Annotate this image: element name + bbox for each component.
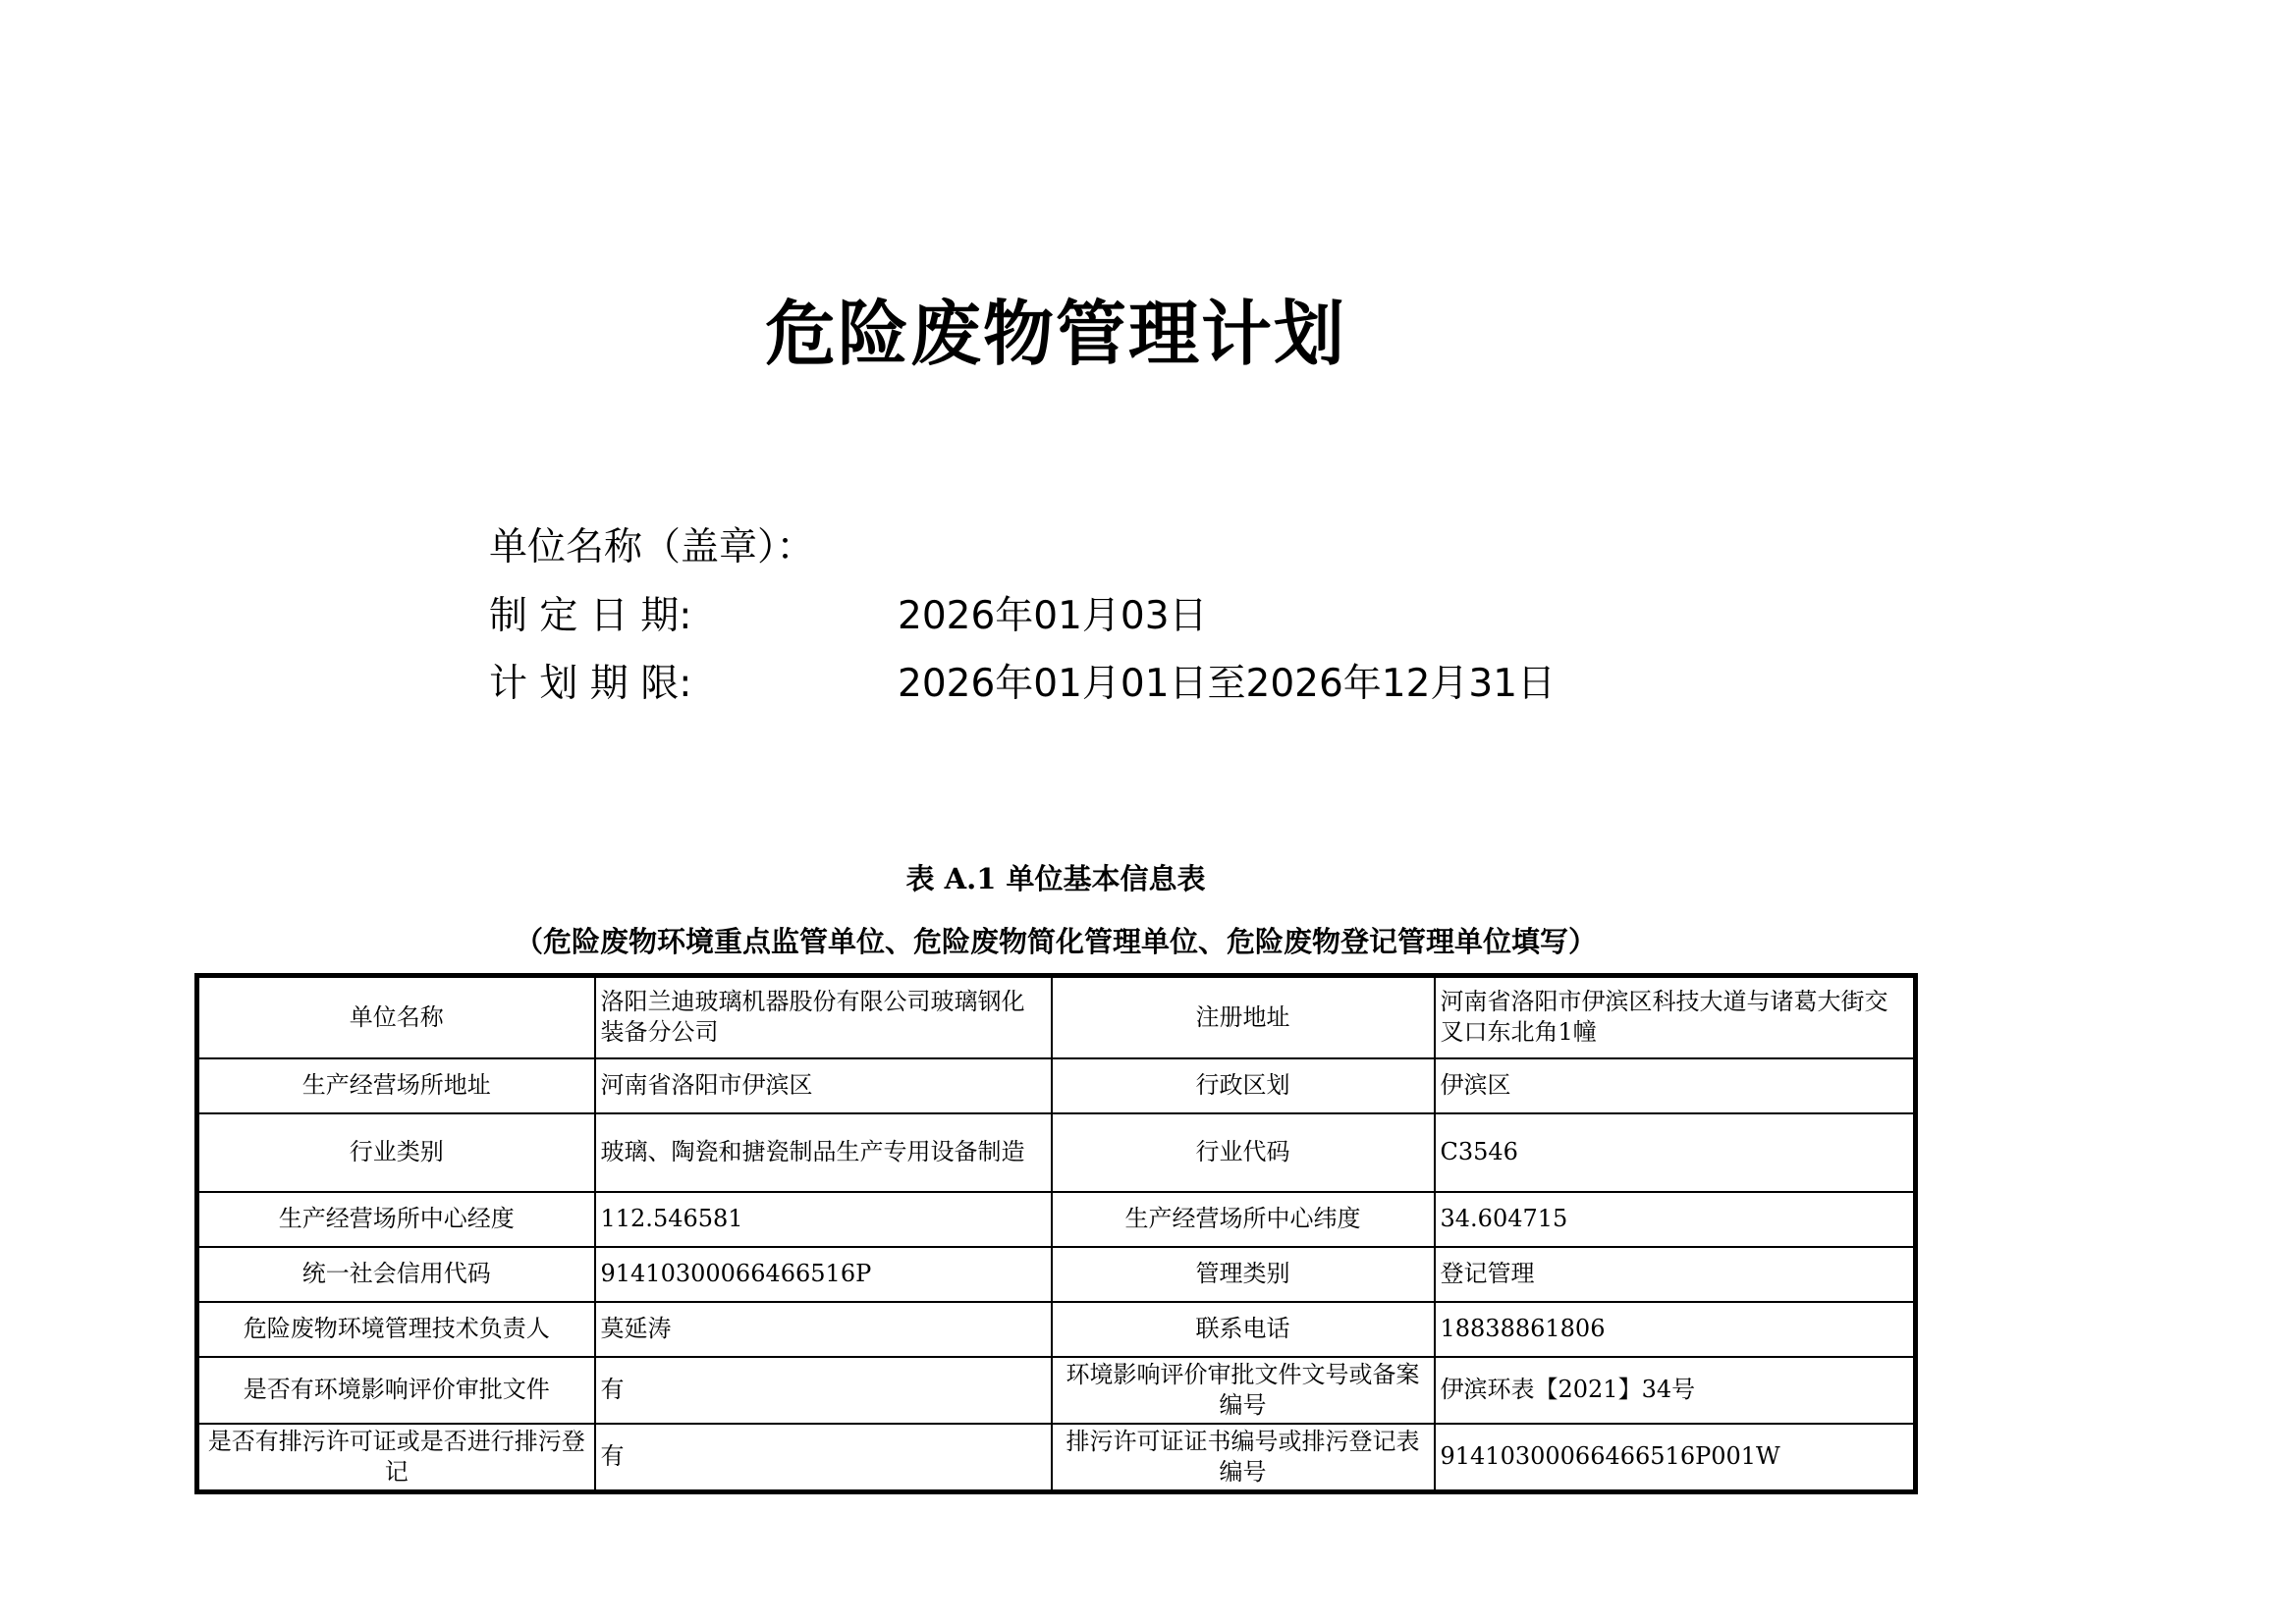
row-value: 玻璃、陶瓷和搪瓷制品生产专用设备制造 xyxy=(595,1113,1052,1192)
row-key: 环境影响评价审批文件文号或备案编号 xyxy=(1052,1357,1435,1424)
row-value: 伊滨区 xyxy=(1435,1058,1916,1113)
row-key: 行业代码 xyxy=(1052,1113,1435,1192)
row-key: 管理类别 xyxy=(1052,1247,1435,1302)
table-subcaption: （危险废物环境重点监管单位、危险废物简化管理单位、危险废物登记管理单位填写） xyxy=(514,925,1597,958)
table-row xyxy=(197,1302,1916,1357)
meta-plan-period-label: 计 划 期 限: xyxy=(489,662,692,706)
table-row xyxy=(197,1424,1916,1492)
row-value: 河南省洛阳市伊滨区 xyxy=(595,1058,1052,1113)
row-key: 是否有环境影响评价审批文件 xyxy=(197,1357,595,1424)
table-row xyxy=(197,1058,1916,1113)
table-row xyxy=(197,1113,1916,1192)
document-title: 危险废物管理计划 xyxy=(764,293,1346,375)
row-value: 91410300066466516P001W xyxy=(1435,1424,1916,1492)
row-value: 91410300066466516P xyxy=(595,1247,1052,1302)
row-value: 有 xyxy=(595,1424,1052,1492)
row-value: 莫延涛 xyxy=(595,1302,1052,1357)
row-value: 有 xyxy=(595,1357,1052,1424)
row-key: 生产经营场所中心纬度 xyxy=(1052,1192,1435,1247)
row-value: 34.604715 xyxy=(1435,1192,1916,1247)
table-row xyxy=(197,1357,1916,1424)
table-row xyxy=(197,1247,1916,1302)
meta-issue-date-label: 制 定 日 期: xyxy=(489,594,692,638)
row-value: 112.546581 xyxy=(595,1192,1052,1247)
table-row xyxy=(197,1192,1916,1247)
table-caption: 表 A.1 单位基本信息表 xyxy=(905,862,1206,895)
row-value: 洛阳兰迪玻璃机器股份有限公司玻璃钢化装备分公司 xyxy=(595,976,1052,1058)
row-value: C3546 xyxy=(1435,1113,1916,1192)
row-key: 危险废物环境管理技术负责人 xyxy=(197,1302,595,1357)
row-key: 注册地址 xyxy=(1052,976,1435,1058)
meta-issue-date-value: 2026年01月03日 xyxy=(898,594,1208,638)
row-key: 排污许可证证书编号或排污登记表编号 xyxy=(1052,1424,1435,1492)
row-key: 是否有排污许可证或是否进行排污登记 xyxy=(197,1424,595,1492)
row-key: 联系电话 xyxy=(1052,1302,1435,1357)
row-key: 单位名称 xyxy=(197,976,595,1058)
row-key: 行业类别 xyxy=(197,1113,595,1192)
row-key: 行政区划 xyxy=(1052,1058,1435,1113)
row-value: 18838861806 xyxy=(1435,1302,1916,1357)
row-value: 伊滨环表【2021】34号 xyxy=(1435,1357,1916,1424)
unit-info-table xyxy=(194,973,1918,1494)
row-key: 生产经营场所中心经度 xyxy=(197,1192,595,1247)
meta-plan-period-value: 2026年01月01日至2026年12月31日 xyxy=(898,662,1557,706)
meta-unit-name-label: 单位名称（盖章）： xyxy=(489,525,815,569)
row-value: 河南省洛阳市伊滨区科技大道与诸葛大街交叉口东北角1幢 xyxy=(1435,976,1916,1058)
row-key: 统一社会信用代码 xyxy=(197,1247,595,1302)
row-value: 登记管理 xyxy=(1435,1247,1916,1302)
table-row xyxy=(197,976,1916,1058)
row-key: 生产经营场所地址 xyxy=(197,1058,595,1113)
